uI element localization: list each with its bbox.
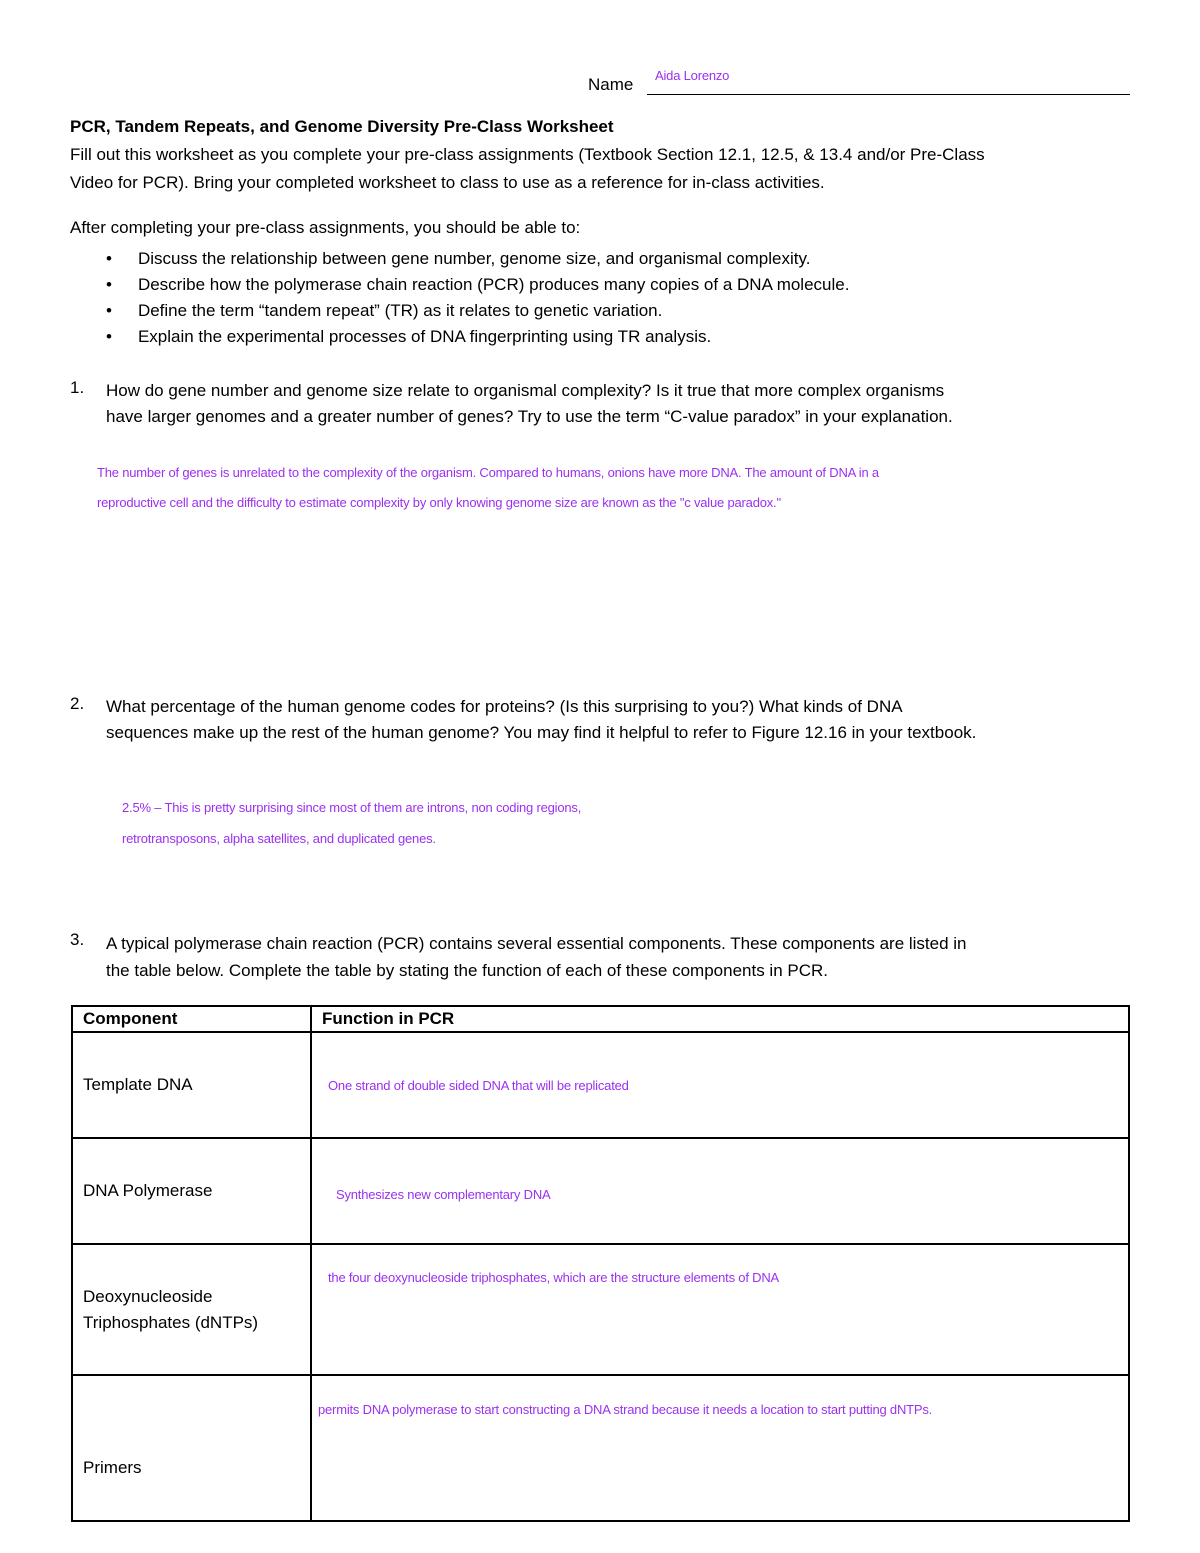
header-component: Component [72,1006,311,1032]
name-underline [647,94,1130,95]
name-label: Name [588,75,634,94]
function-answer: permits DNA polymerase to start constructing a DNA strand because it needs a location to start putting dNTPs. [318,1402,933,1417]
bullet-icon: • [106,301,112,320]
intro-line-1: Fill out this worksheet as you complete your pre-class assignments (Textbook Section 12.1, 12.5, & 13.4 and/or Pre-Class [70,145,985,164]
intro-line-2: Video for PCR). Bring your completed worksheet to class to use as a reference for in-class activities. [70,173,825,192]
answer-line: 2.5% – This is pretty surprising since most of them are introns, non coding regions, [122,800,582,815]
header-function: Function in PCR [311,1006,1129,1032]
objective-item: Describe how the polymerase chain reaction (PCR) produces many copies of a DNA molecule. [137,275,850,294]
pcr-components-table [71,1005,1130,1522]
table-header-row [72,1006,1129,1032]
objective-item: Explain the experimental processes of DNA fingerprinting using TR analysis. [137,327,712,346]
bullet-icon: • [106,275,112,294]
question-1-number: 1. [70,378,85,397]
name-value[interactable]: Aida Lorenzo [655,68,730,83]
function-cell[interactable] [311,1032,1129,1138]
answer-2[interactable] [122,792,581,854]
function-cell[interactable] [311,1244,1129,1375]
question-3-number: 3. [70,930,85,949]
answer-line: retrotransposons, alpha satellites, and duplicated genes. [122,831,436,846]
question-1-text [106,378,953,430]
function-answer: Synthesizes new complementary DNA [336,1186,551,1202]
objective-item: Define the term “tandem repeat” (TR) as it relates to genetic variation. [137,301,663,320]
component-cell: Primers [72,1375,311,1521]
function-answer: the four deoxynucleoside triphosphates, which are the structure elements of DNA [328,1270,780,1285]
question-line: have larger genomes and a greater number of genes? Try to use the term “C-value paradox” in your explanation. [106,407,953,426]
component-cell: DNA Polymerase [72,1138,311,1244]
bullet-icon: • [106,327,112,346]
question-line: the table below. Complete the table by stating the function of each of these components in PCR. [106,961,829,980]
answer-1[interactable] [97,458,879,518]
question-line: How do gene number and genome size relate to organismal complexity? Is it true that more complex organisms [106,381,945,400]
function-cell[interactable] [311,1375,1129,1521]
question-2-number: 2. [70,694,85,713]
table-row [72,1244,1129,1375]
bullet-icon: • [106,249,112,268]
function-answer: One strand of double sided DNA that will be replicated [328,1077,629,1093]
table-row [72,1138,1129,1244]
function-cell[interactable] [311,1138,1129,1244]
component-cell: Deoxynucleoside Triphosphates (dNTPs) [72,1244,311,1375]
objectives-list [106,246,849,350]
worksheet-title: PCR, Tandem Repeats, and Genome Diversity Pre-Class Worksheet [70,117,614,136]
answer-line: The number of genes is unrelated to the complexity of the organism. Compared to humans, onions have more DNA. The amount of DNA in a [97,465,879,480]
question-line: What percentage of the human genome codes for proteins? (Is this surprising to you?) What kinds of DNA [106,697,903,716]
question-line: A typical polymerase chain reaction (PCR) contains several essential components. These components are listed in [106,934,967,953]
question-3-text [106,930,967,984]
answer-line: reproductive cell and the difficulty to estimate complexity by only knowing genome size are known as the "c value paradox." [97,495,781,510]
question-line: sequences make up the rest of the human genome? You may find it helpful to refer to Figure 12.16 in your textbook. [106,723,977,742]
table-row [72,1375,1129,1521]
objective-item: Discuss the relationship between gene number, genome size, and organismal complexity. [137,249,811,268]
objectives-heading: After completing your pre-class assignments, you should be able to: [70,218,581,237]
component-cell: Template DNA [72,1032,311,1138]
question-2-text [106,694,976,746]
table-row [72,1032,1129,1138]
